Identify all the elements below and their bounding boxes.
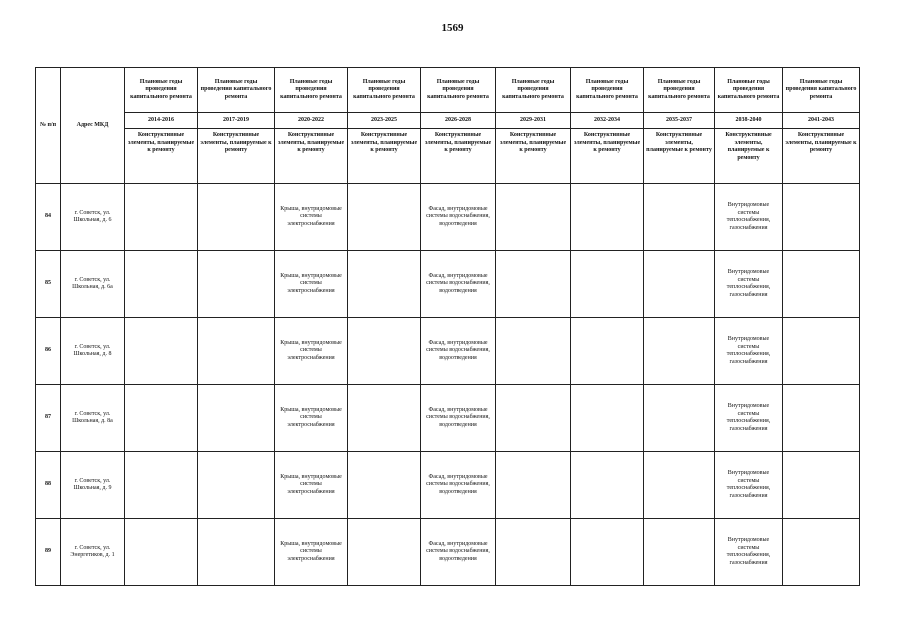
repair-works-cell (198, 385, 275, 452)
repair-works-cell (783, 385, 860, 452)
period-title-header: Плановые годы проведения капитального ремонта (644, 68, 715, 113)
row-address: г. Советск, ул. Школьная, д. 6а (61, 251, 125, 318)
period-title-header: Плановые годы проведения капитального ремонта (348, 68, 421, 113)
repair-works-cell: Фасад, внутридомовые системы водоснабжения, водоотведения (421, 251, 496, 318)
repair-works-cell: Фасад, внутридомовые системы водоснабжения, водоотведения (421, 184, 496, 251)
page-number: 1569 (441, 22, 464, 34)
repair-works-cell (644, 318, 715, 385)
repair-works-cell (198, 519, 275, 586)
repair-works-cell: Крыша, внутридомовые системы электроснабжения (275, 318, 348, 385)
repair-works-cell (348, 251, 421, 318)
period-years-header: 2038-2040 (715, 113, 783, 129)
repair-works-cell (571, 251, 644, 318)
repair-works-cell (496, 184, 571, 251)
repair-works-cell: Внутридомовые системы теплоснабжения, газоснабжения (715, 184, 783, 251)
period-years-header: 2029-2031 (496, 113, 571, 129)
period-elements-header: Конструктивные элементы, планируемые к ремонту (644, 129, 715, 184)
repair-works-cell (348, 318, 421, 385)
repair-works-cell (644, 184, 715, 251)
period-years-header: 2014-2016 (125, 113, 198, 129)
repair-works-cell (644, 452, 715, 519)
repair-works-cell (571, 385, 644, 452)
row-address: г. Советск, ул. Энергетиков, д. 1 (61, 519, 125, 586)
repair-works-cell (496, 452, 571, 519)
row-address: г. Советск, ул. Школьная, д. 8 (61, 318, 125, 385)
row-number: 88 (36, 452, 61, 519)
repair-works-cell: Крыша, внутридомовые системы электроснабжения (275, 385, 348, 452)
repair-works-cell (496, 385, 571, 452)
row-address: г. Советск, ул. Школьная, д. 6 (61, 184, 125, 251)
column-header-address: Адрес МКД (61, 68, 125, 184)
repair-works-cell (348, 184, 421, 251)
capital-repair-plan-table (35, 67, 860, 586)
period-elements-header: Конструктивные элементы, планируемые к ремонту (783, 129, 860, 184)
period-elements-header: Конструктивные элементы, планируемые к ремонту (348, 129, 421, 184)
repair-works-cell: Крыша, внутридомовые системы электроснабжения (275, 251, 348, 318)
repair-works-cell (198, 184, 275, 251)
period-years-header: 2023-2025 (348, 113, 421, 129)
row-number: 89 (36, 519, 61, 586)
period-years-header: 2017-2019 (198, 113, 275, 129)
period-elements-header: Конструктивные элементы, планируемые к ремонту (275, 129, 348, 184)
repair-works-cell (496, 318, 571, 385)
period-years-header: 2026-2028 (421, 113, 496, 129)
table-row (36, 452, 860, 519)
repair-works-cell (496, 251, 571, 318)
repair-works-cell: Внутридомовые системы теплоснабжения, газоснабжения (715, 251, 783, 318)
period-elements-header: Конструктивные элементы, планируемые к ремонту (715, 129, 783, 184)
period-elements-header: Конструктивные элементы, планируемые к ремонту (421, 129, 496, 184)
repair-works-cell (783, 519, 860, 586)
repair-works-cell (125, 385, 198, 452)
repair-works-cell: Внутридомовые системы теплоснабжения, газоснабжения (715, 385, 783, 452)
repair-works-cell (348, 452, 421, 519)
period-years-header: 2035-2037 (644, 113, 715, 129)
period-years-header: 2041-2043 (783, 113, 860, 129)
repair-works-cell (783, 184, 860, 251)
period-elements-header: Конструктивные элементы, планируемые к ремонту (125, 129, 198, 184)
repair-works-cell (571, 519, 644, 586)
repair-works-cell (348, 519, 421, 586)
period-title-header: Плановые годы проведения капитального ремонта (275, 68, 348, 113)
repair-works-cell: Крыша, внутридомовые системы электроснабжения (275, 452, 348, 519)
repair-works-cell: Фасад, внутридомовые системы водоснабжения, водоотведения (421, 519, 496, 586)
repair-works-cell (496, 519, 571, 586)
period-title-header: Плановые годы проведения капитального ремонта (496, 68, 571, 113)
repair-works-cell (198, 452, 275, 519)
repair-works-cell (348, 385, 421, 452)
repair-works-cell (644, 519, 715, 586)
repair-works-cell: Крыша, внутридомовые системы электроснабжения (275, 519, 348, 586)
repair-works-cell: Внутридомовые системы теплоснабжения, газоснабжения (715, 452, 783, 519)
repair-works-cell (783, 318, 860, 385)
repair-works-cell (644, 251, 715, 318)
repair-works-cell (571, 452, 644, 519)
period-elements-header: Конструктивные элементы, планируемые к ремонту (496, 129, 571, 184)
row-number: 86 (36, 318, 61, 385)
repair-works-cell: Фасад, внутридомовые системы водоснабжения, водоотведения (421, 385, 496, 452)
repair-works-cell (783, 452, 860, 519)
repair-works-cell (125, 251, 198, 318)
table-row (36, 385, 860, 452)
repair-works-cell (198, 251, 275, 318)
row-number: 85 (36, 251, 61, 318)
column-header-number: № п/п (36, 68, 61, 184)
repair-works-cell: Внутридомовые системы теплоснабжения, газоснабжения (715, 519, 783, 586)
repair-works-cell: Фасад, внутридомовые системы водоснабжения, водоотведения (421, 318, 496, 385)
table-row (36, 251, 860, 318)
repair-works-cell: Крыша, внутридомовые системы электроснабжения (275, 184, 348, 251)
period-years-header: 2020-2022 (275, 113, 348, 129)
repair-works-cell (571, 318, 644, 385)
table-header (36, 68, 860, 184)
table-row (36, 184, 860, 251)
period-years-header: 2032-2034 (571, 113, 644, 129)
period-elements-header: Конструктивные элементы, планируемые к ремонту (571, 129, 644, 184)
period-title-header: Плановые годы проведения капитального ремонта (198, 68, 275, 113)
period-title-header: Плановые годы проведения капитального ремонта (421, 68, 496, 113)
period-elements-header: Конструктивные элементы, планируемые к ремонту (198, 129, 275, 184)
repair-works-cell (644, 385, 715, 452)
repair-works-cell (125, 184, 198, 251)
repair-works-cell (125, 318, 198, 385)
period-title-header: Плановые годы проведения капитального ремонта (783, 68, 860, 113)
repair-works-cell (571, 184, 644, 251)
period-title-header: Плановые годы проведения капитального ремонта (125, 68, 198, 113)
repair-works-cell (783, 251, 860, 318)
table-row (36, 519, 860, 586)
repair-works-cell: Фасад, внутридомовые системы водоснабжения, водоотведения (421, 452, 496, 519)
table-body (36, 184, 860, 586)
row-address: г. Советск, ул. Школьная, д. 9 (61, 452, 125, 519)
period-title-header: Плановые годы проведения капитального ремонта (715, 68, 783, 113)
row-address: г. Советск, ул. Школьная, д. 8а (61, 385, 125, 452)
repair-works-cell (125, 519, 198, 586)
row-number: 87 (36, 385, 61, 452)
repair-works-cell (198, 318, 275, 385)
table-row (36, 318, 860, 385)
repair-works-cell (125, 452, 198, 519)
row-number: 84 (36, 184, 61, 251)
repair-works-cell: Внутридомовые системы теплоснабжения, газоснабжения (715, 318, 783, 385)
period-title-header: Плановые годы проведения капитального ремонта (571, 68, 644, 113)
